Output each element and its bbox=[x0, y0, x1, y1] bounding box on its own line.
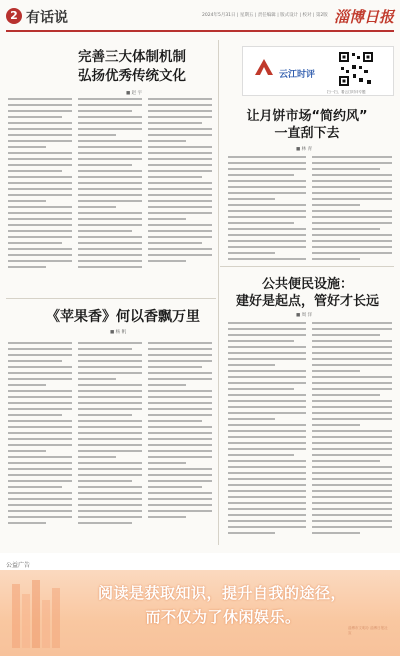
article-4-body-col-2 bbox=[312, 322, 392, 538]
article-2-body-col-1 bbox=[228, 156, 306, 264]
qr-code-icon[interactable] bbox=[337, 50, 375, 88]
column-logo-icon bbox=[251, 55, 277, 81]
ad-slogan-line-2: 而不仅为了休闲娱乐。 bbox=[145, 608, 301, 626]
article-3-body-col-2 bbox=[78, 342, 142, 528]
column-divider bbox=[218, 40, 219, 545]
column-name: 云江时评 bbox=[279, 70, 316, 80]
article-2-author: ■ 林 青 bbox=[296, 147, 313, 152]
article-2-headline[interactable]: 让月饼市场“简约风” 一直刮下去 bbox=[246, 109, 368, 141]
article-2-body-col-2 bbox=[312, 156, 392, 264]
section-number: 2 bbox=[6, 8, 22, 24]
qr-caption: 扫一扫，看云江时评专题 bbox=[327, 90, 366, 94]
article-1-body-col-3 bbox=[148, 98, 212, 266]
article-1-headline[interactable]: 完善三大体制机制 弘扬优秀传统文化 bbox=[78, 49, 186, 84]
newspaper-logo: 淄博日报 bbox=[333, 8, 394, 26]
page-header bbox=[6, 6, 394, 28]
article-4-body-col-1 bbox=[228, 322, 306, 538]
ad-slogan-line-1: 阅读是获取知识，提升自我的途径， bbox=[97, 584, 346, 602]
article-divider bbox=[6, 298, 216, 299]
ad-label: 公益广告 bbox=[6, 562, 31, 569]
column-badge[interactable] bbox=[242, 46, 394, 96]
article-1-body-col-2 bbox=[78, 98, 142, 272]
issue-meta: 2024年5月31日 | 星期五 | 责任编辑 | 版式设计 | 校对 | 第2版 bbox=[202, 13, 328, 18]
ad-credit: 淄博市文明办 淄博日报社 宣 bbox=[348, 626, 388, 635]
section-name: 有话说 bbox=[26, 10, 68, 26]
article-3-author: ■ 杨 帆 bbox=[110, 330, 127, 335]
books-illustration-icon bbox=[4, 574, 68, 654]
article-3-body-col-3 bbox=[148, 342, 212, 522]
article-1-author: ■ 赵 宇 bbox=[126, 91, 143, 96]
article-1-body-col-1 bbox=[8, 98, 72, 272]
article-4-headline[interactable]: 公共便民设施： 建好是起点，管好才长远 bbox=[235, 277, 379, 309]
public-service-ad[interactable] bbox=[0, 570, 400, 656]
article-divider bbox=[220, 266, 394, 267]
header-rule bbox=[6, 30, 394, 32]
article-4-author: ■ 周 洋 bbox=[296, 313, 313, 318]
article-3-body-col-1 bbox=[8, 342, 72, 528]
article-3-headline[interactable]: 《苹果香》何以香飘万里 bbox=[46, 309, 200, 325]
